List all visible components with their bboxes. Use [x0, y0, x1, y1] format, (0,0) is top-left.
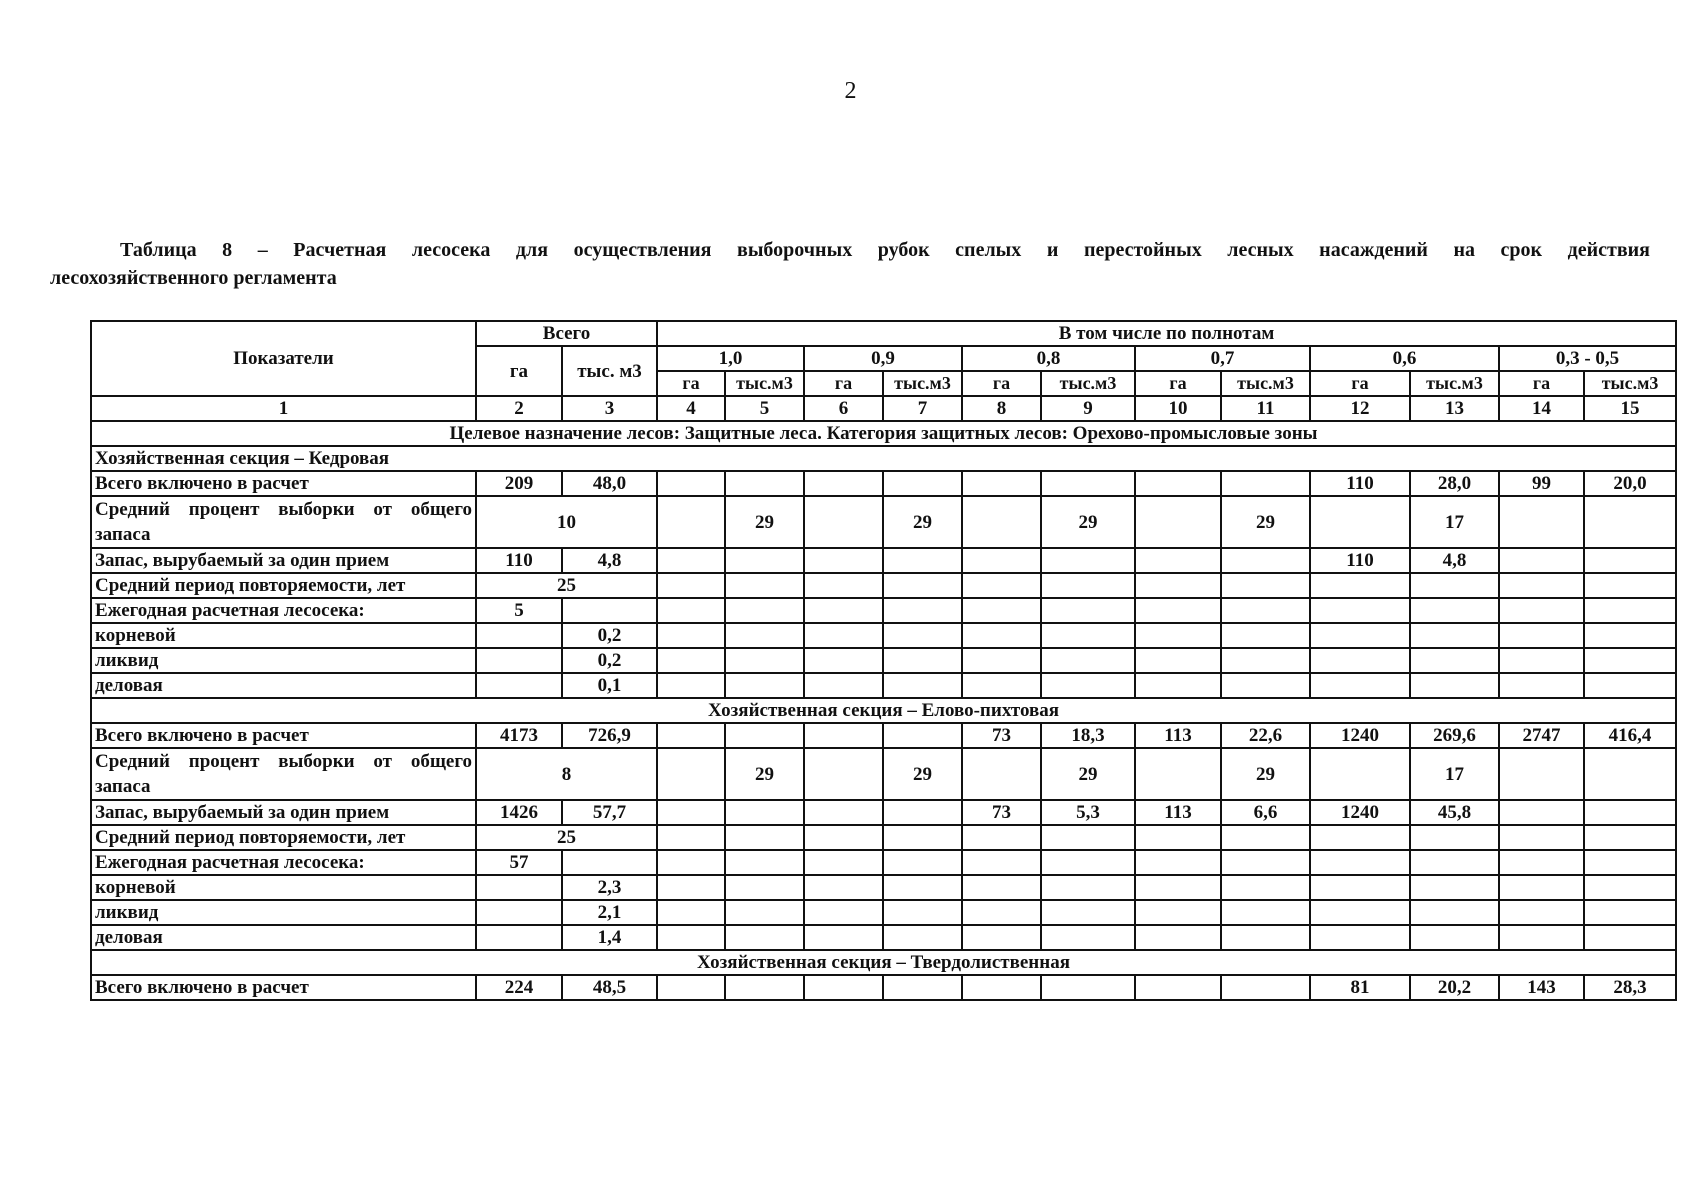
cell: 110 — [1310, 471, 1410, 496]
cell: 29 — [725, 496, 804, 548]
cell — [804, 800, 883, 825]
header-unit: тыс.м3 — [1041, 371, 1135, 396]
row-label: корневой — [91, 623, 476, 648]
allowable-cut-table — [90, 320, 1677, 1001]
col-number: 2 — [476, 396, 562, 421]
section-title-row — [91, 698, 1676, 723]
cell — [804, 548, 883, 573]
cell — [962, 975, 1041, 1000]
cell — [1584, 800, 1676, 825]
cell: 726,9 — [562, 723, 657, 748]
cell — [962, 548, 1041, 573]
cell: 22,6 — [1221, 723, 1310, 748]
header-unit: тыс.м3 — [1221, 371, 1310, 396]
cell — [1135, 471, 1221, 496]
table-row — [91, 623, 1676, 648]
table-row — [91, 825, 1676, 850]
cell: 28,0 — [1410, 471, 1499, 496]
cell — [883, 800, 962, 825]
header-unit: тыс.м3 — [883, 371, 962, 396]
cell: 8 — [476, 748, 657, 800]
cell — [725, 471, 804, 496]
cell — [725, 548, 804, 573]
cell — [1584, 748, 1676, 800]
col-number: 14 — [1499, 396, 1584, 421]
purpose-row — [91, 421, 1676, 446]
cell — [804, 723, 883, 748]
cell: 2,1 — [562, 900, 657, 925]
cell: 5,3 — [1041, 800, 1135, 825]
section-title: Хозяйственная секция – Твердолиственная — [91, 950, 1676, 975]
header-unit: га — [657, 371, 725, 396]
col-number: 4 — [657, 396, 725, 421]
cell: 6,6 — [1221, 800, 1310, 825]
cell: 1240 — [1310, 800, 1410, 825]
table-row — [91, 471, 1676, 496]
table-row — [91, 648, 1676, 673]
cell: 1426 — [476, 800, 562, 825]
row-label: Средний период повторяемости, лет — [91, 573, 476, 598]
cell: 29 — [883, 496, 962, 548]
row-label: деловая — [91, 673, 476, 698]
table-row — [91, 800, 1676, 825]
cell — [725, 723, 804, 748]
header-total: Всего — [476, 321, 657, 346]
caption-line-2: лесохозяйственного регламента — [50, 267, 337, 289]
cell — [1135, 975, 1221, 1000]
cell — [1221, 471, 1310, 496]
cell — [1584, 496, 1676, 548]
table-row — [91, 598, 1676, 623]
cell — [657, 548, 725, 573]
cell: 110 — [476, 548, 562, 573]
page-number: 2 — [844, 78, 857, 104]
cell — [657, 471, 725, 496]
cell — [657, 723, 725, 748]
header-including: В том числе по полнотам — [657, 321, 1676, 346]
cell: 18,3 — [1041, 723, 1135, 748]
col-number: 15 — [1584, 396, 1676, 421]
cell: 113 — [1135, 723, 1221, 748]
cell — [1584, 548, 1676, 573]
col-number: 3 — [562, 396, 657, 421]
cell: 0,2 — [562, 623, 657, 648]
caption-line-1: Таблица 8 – Расчетная лесосека для осуществления выборочных рубок спелых и перестойных лесных насаждений на срок действия — [120, 239, 1650, 261]
cell: 48,5 — [562, 975, 657, 1000]
row-label: Запас, вырубаемый за один прием — [91, 800, 476, 825]
table-row — [91, 496, 1676, 548]
header-unit: га — [804, 371, 883, 396]
cell: 17 — [1410, 748, 1499, 800]
cell: 1240 — [1310, 723, 1410, 748]
header-total-m3: тыс. м3 — [562, 346, 657, 396]
cell: 29 — [1041, 748, 1135, 800]
cell — [804, 471, 883, 496]
row-label: ликвид — [91, 648, 476, 673]
cell: 269,6 — [1410, 723, 1499, 748]
cell — [657, 496, 725, 548]
table-row — [91, 548, 1676, 573]
table-row — [91, 673, 1676, 698]
cell — [804, 748, 883, 800]
cell — [1499, 496, 1584, 548]
cell: 57 — [476, 850, 562, 875]
row-label: Средний процент выборки от общего запаса — [91, 748, 476, 800]
col-number: 11 — [1221, 396, 1310, 421]
table-caption — [50, 236, 1650, 292]
cell: 0,2 — [562, 648, 657, 673]
cell: 416,4 — [1584, 723, 1676, 748]
cell — [1135, 748, 1221, 800]
cell: 73 — [962, 723, 1041, 748]
header-density: 0,9 — [804, 346, 962, 371]
cell — [657, 975, 725, 1000]
cell — [962, 471, 1041, 496]
cell: 99 — [1499, 471, 1584, 496]
header-indicators: Показатели — [91, 321, 476, 396]
col-number: 5 — [725, 396, 804, 421]
header-density: 0,7 — [1135, 346, 1310, 371]
row-label: Запас, вырубаемый за один прием — [91, 548, 476, 573]
cell: 0,1 — [562, 673, 657, 698]
col-number: 9 — [1041, 396, 1135, 421]
cell — [1135, 548, 1221, 573]
section-title-row — [91, 950, 1676, 975]
row-label: деловая — [91, 925, 476, 950]
cell: 48,0 — [562, 471, 657, 496]
header-row-1 — [91, 321, 1676, 346]
cell: 29 — [725, 748, 804, 800]
header-unit: тыс.м3 — [1584, 371, 1676, 396]
table-row — [91, 975, 1676, 1000]
row-label: Всего включено в расчет — [91, 723, 476, 748]
col-number: 7 — [883, 396, 962, 421]
cell: 4173 — [476, 723, 562, 748]
cell — [1041, 975, 1135, 1000]
row-label: Всего включено в расчет — [91, 975, 476, 1000]
cell: 29 — [1041, 496, 1135, 548]
cell: 20,2 — [1410, 975, 1499, 1000]
table-row — [91, 900, 1676, 925]
cell: 5 — [476, 598, 562, 623]
cell: 57,7 — [562, 800, 657, 825]
col-number: 6 — [804, 396, 883, 421]
section-title-row — [91, 446, 1676, 471]
cell — [883, 723, 962, 748]
header-unit: га — [962, 371, 1041, 396]
row-label: Ежегодная расчетная лесосека: — [91, 598, 476, 623]
header-unit: га — [1310, 371, 1410, 396]
cell — [1041, 548, 1135, 573]
cell — [1221, 975, 1310, 1000]
cell: 4,8 — [562, 548, 657, 573]
cell: 28,3 — [1584, 975, 1676, 1000]
header-unit: га — [1499, 371, 1584, 396]
cell — [1041, 471, 1135, 496]
cell: 1,4 — [562, 925, 657, 950]
cell — [883, 548, 962, 573]
header-unit: га — [1135, 371, 1221, 396]
column-number-row — [91, 396, 1676, 421]
table-row — [91, 875, 1676, 900]
cell — [883, 471, 962, 496]
cell: 224 — [476, 975, 562, 1000]
row-label: Ежегодная расчетная лесосека: — [91, 850, 476, 875]
row-label: Всего включено в расчет — [91, 471, 476, 496]
cell: 17 — [1410, 496, 1499, 548]
col-number: 10 — [1135, 396, 1221, 421]
row-label: Средний период повторяемости, лет — [91, 825, 476, 850]
row-label: корневой — [91, 875, 476, 900]
table-row — [91, 925, 1676, 950]
cell — [657, 748, 725, 800]
cell: 113 — [1135, 800, 1221, 825]
col-number: 1 — [91, 396, 476, 421]
cell: 209 — [476, 471, 562, 496]
header-density: 0,8 — [962, 346, 1135, 371]
cell — [1135, 496, 1221, 548]
cell — [657, 800, 725, 825]
cell: 29 — [1221, 748, 1310, 800]
header-unit: тыс.м3 — [1410, 371, 1499, 396]
table-row — [91, 723, 1676, 748]
cell: 73 — [962, 800, 1041, 825]
cell — [1310, 496, 1410, 548]
cell: 110 — [1310, 548, 1410, 573]
cell: 4,8 — [1410, 548, 1499, 573]
cell — [1499, 748, 1584, 800]
col-number: 13 — [1410, 396, 1499, 421]
section-title: Хозяйственная секция – Елово-пихтовая — [91, 698, 1676, 723]
table-row — [91, 748, 1676, 800]
header-unit: тыс.м3 — [725, 371, 804, 396]
cell: 20,0 — [1584, 471, 1676, 496]
cell — [1221, 548, 1310, 573]
header-density: 1,0 — [657, 346, 804, 371]
cell — [962, 748, 1041, 800]
cell — [962, 496, 1041, 548]
cell: 81 — [1310, 975, 1410, 1000]
cell — [1310, 748, 1410, 800]
cell — [883, 975, 962, 1000]
col-number: 8 — [962, 396, 1041, 421]
cell: 45,8 — [1410, 800, 1499, 825]
row-label: ликвид — [91, 900, 476, 925]
cell: 143 — [1499, 975, 1584, 1000]
header-density: 0,3 - 0,5 — [1499, 346, 1676, 371]
cell — [725, 975, 804, 1000]
cell: 2747 — [1499, 723, 1584, 748]
cell: 2,3 — [562, 875, 657, 900]
cell — [804, 975, 883, 1000]
header-density: 0,6 — [1310, 346, 1499, 371]
cell — [1499, 800, 1584, 825]
cell — [1499, 548, 1584, 573]
cell: 10 — [476, 496, 657, 548]
col-number: 12 — [1310, 396, 1410, 421]
row-label: Средний процент выборки от общего запаса — [91, 496, 476, 548]
cell: 29 — [1221, 496, 1310, 548]
purpose-title: Целевое назначение лесов: Защитные леса. Категория защитных лесов: Орехово-промысловые зоны — [91, 421, 1676, 446]
table-row — [91, 573, 1676, 598]
table-row — [91, 850, 1676, 875]
cell: 29 — [883, 748, 962, 800]
cell: 25 — [476, 825, 657, 850]
cell — [804, 496, 883, 548]
section-title: Хозяйственная секция – Кедровая — [91, 446, 1676, 471]
cell — [725, 800, 804, 825]
cell: 25 — [476, 573, 657, 598]
header-total-ha: га — [476, 346, 562, 396]
